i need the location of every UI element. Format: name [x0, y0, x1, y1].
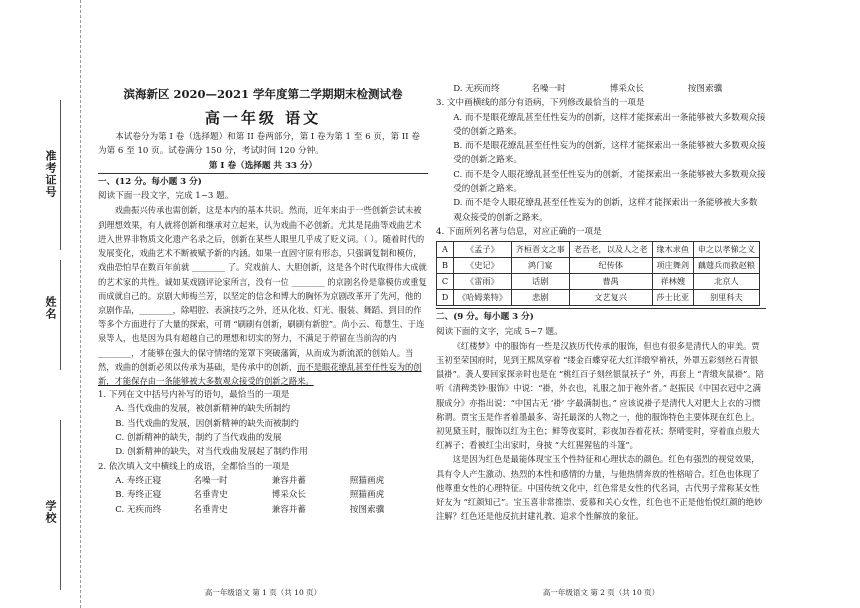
q2-a-4: 照猫画虎 — [349, 475, 385, 486]
q1-option-d: D. 创新精神的缺失，对当代戏曲发展起了制约作用 — [115, 447, 308, 458]
q2-a-1: A. 寿终正寝 — [115, 475, 162, 486]
table-cell: 别里科夫 — [693, 290, 759, 306]
school-label: 学校 — [44, 500, 57, 524]
q2-c-4: 按图索骥 — [349, 504, 385, 515]
right-column — [436, 0, 766, 608]
q2-b-3: 博采众长 — [271, 490, 306, 501]
q2-c-1: C. 无疾而终 — [115, 504, 162, 515]
reading-prompt: 阅读下面一段文字，完成 1~3 题。 — [98, 191, 234, 202]
passage-text — [98, 203, 428, 388]
q3-option-d: D. 而不是令人眼花缭乱甚至任性妄为的创新，这样才能探索出一条能够被大多数观众接受的创新之路来。 — [453, 198, 758, 223]
q2-d-3: 博采众长 — [609, 84, 644, 94]
table-cell: 纪传体 — [569, 258, 652, 274]
table-cell: 悲剧 — [511, 290, 569, 306]
passage2-para2: 这是因为红色是最能体现宝玉个性特征和心理状态的颜色。红色有强烈的视觉效果，具有令人产生激动、热烈的本性和感情的力量，与他热情奔放的性格暗合。红色也体现了他尊重女性的心理特征。中国传统文化中，红色常是女性的代名词，古代男子常称某女性好友为 “红颜知己”。宝玉喜非常推崇、爱慕和关心女性，红色也不正是他怡悦红颜的绝妙注解？红色还是他反抗封建礼教、追求个性解放的象征。 — [436, 454, 763, 522]
table-cell: 缘木求鱼 — [652, 242, 693, 258]
table-cell: D — [437, 290, 454, 306]
q1-option-b: B. 当代戏曲的发展，因创新精神的缺失而被制约 — [115, 418, 299, 429]
table-row — [437, 242, 760, 258]
school-line — [60, 420, 61, 590]
part1-heading: 第 I 卷（选择题 共 33 分） — [208, 160, 318, 171]
q2-a-2: 名噪一时 — [193, 475, 228, 486]
table-cell: 藕蔻兵而救赵粮 — [693, 258, 759, 274]
left-page-footer: 高一年级语文 第 1 页（共 10 页） — [204, 587, 322, 597]
fold-line — [80, 0, 81, 608]
q2-option-d — [436, 82, 766, 96]
section1-heading: 一、(12 分。每小题 3 分) — [98, 173, 428, 189]
table-cell: 鸿门宴 — [511, 258, 569, 274]
table-cell: 《史记》 — [454, 258, 512, 274]
q2-d-4: 按图索骥 — [687, 84, 723, 94]
q1-option-a: A. 当代戏曲的发展，被创新精神的缺失所制约 — [115, 404, 291, 415]
table-row — [437, 258, 760, 274]
exam-number-label: 准考证号 — [44, 150, 57, 198]
table-cell: 老吾老，以及人之老 — [569, 242, 652, 258]
table-cell: 祥林嫂 — [652, 274, 693, 290]
table-cell: 文艺复兴 — [569, 290, 652, 306]
name-line — [60, 260, 61, 370]
table-cell: 北京人 — [693, 274, 759, 290]
q2-b-4: 照猫画虎 — [349, 490, 385, 501]
q1-option-c: C. 创新精神的缺失，制约了当代戏曲的发展 — [115, 433, 282, 444]
question-4: 4. 下面所列名著与信息，对应正确的一项是 — [436, 226, 602, 237]
exam-subtitle: 高一年级 语文 — [204, 109, 322, 127]
question-3: 3. 文中画横线的部分有语病，下列修改最恰当的一项是 — [436, 98, 645, 109]
q2-c-2: 名垂青史 — [193, 504, 228, 515]
table-row — [437, 274, 760, 290]
passage-underlined: 而不是眼花缭乱甚至任性妄为的创新，才能保存由一条能够被大多数观众接受的创新之路来。 — [98, 361, 422, 386]
table-cell: 曹禺 — [569, 274, 652, 290]
table-cell: C — [437, 274, 454, 290]
table-cell: 齐桓晋文之事 — [511, 242, 569, 258]
q2-b-2: 名垂青史 — [193, 490, 228, 501]
q2-c-3: 兼容并蓄 — [271, 504, 306, 515]
table-cell: 《雷雨》 — [454, 274, 512, 290]
q3-option-c: C. 而不是令人眼花缭乱甚至任性妄为的创新，才能探索出一条能够被大多数观众接受的创新之路来。 — [453, 169, 766, 195]
table-cell: 项庄舞剑 — [652, 258, 693, 274]
reading-prompt-2: 阅读下面的文字，完成 5~7 题。 — [436, 326, 563, 337]
left-column — [98, 0, 428, 608]
table-cell: 申之以孝悌之义 — [693, 242, 759, 258]
table-cell: 《哈姆莱特》 — [454, 290, 512, 306]
table-cell: A — [437, 242, 454, 258]
q2-a-3: 兼容并蓄 — [271, 475, 306, 486]
passage2-para1: 《红楼梦》中的服饰有一些是汉族历代传承的服饰，但也有很多是清代人的审美。贾玉初至荣国府时，见到王熙凤穿着 “缕金百蝶穿花大红洋缎窄褃袄，外罩五彩刻丝石青银鼠褂”。袭人要回家探亲时也是在 “桃红百子刻丝银鼠袄子” 外，再套上 “青缎灰鼠褂”。陪听《清稗类钞·服饰》中说：“褂，外衣也，礼服之加于袍外者。” 赵振民《中国衣冠中之满服成分》亦指出说：“中国古无 ‘褂’ 字最满制也。” 应该说褂子是清代人对肥大上衣的习惯称谓。贾宝玉是作者着墨最多、寄托最深的人物之一，他的服饰特色主要体现在红色上。初见黛玉时，服饰以红为主色；鲜等夜宴时，彩夜加吞着花袄；祭晴雯时，穿着血点般大红裤子；看被红尘出家时，身披 “大红猩猩毡的斗篷”。 — [436, 340, 764, 451]
q3-option-b: B. 而不是眼花缭乱甚至任性妄为的创新，这样才能探索出一条能够被大多数观众接受的创新之路来。 — [453, 141, 766, 166]
table-cell: 《孟子》 — [454, 242, 512, 258]
question-1: 1. 下列在文中括号内补写的语句，最恰当的一项是 — [98, 390, 290, 401]
q2-b-1: B. 寿终正寝 — [115, 490, 162, 501]
exam-number-line — [60, 100, 61, 250]
table-row — [437, 290, 760, 306]
table-cell: 莎士比亚 — [652, 290, 693, 306]
question-2: 2. 依次填入文中横线上的成语，全都恰当的一项是 — [98, 461, 290, 472]
q2-option-c — [98, 503, 428, 517]
q4-table — [436, 241, 760, 306]
section2-heading: 二、(9 分。每小题 3 分) — [436, 308, 766, 324]
q2-d-2: 名噪一时 — [531, 84, 566, 94]
name-label: 姓名 — [44, 296, 57, 320]
q3-option-a: A. 而不是眼花缭乱甚至任性妄为的创新，这样才能探索出一条能够被大多数观众接受的创新之路来。 — [453, 112, 766, 137]
q2-option-a — [98, 474, 428, 488]
passage-body: 戏曲振兴传承也需创新，这是本内的基本共识。然而，近年来由于一些创新尝试未被到理想效果，有人就将创新和继承对立起来，认为戏曲不必创新。尤其是昆曲等戏曲艺术进入世界非物质文化遗产名录之后，创新在某些人眼里几乎成了贬义词。（ ）。随着时代的发展变化，戏曲艺术不断被赋予新的内涵。如果一直固守原有形态，只强调复制和模仿，戏曲恐怕早在数百年前就 ________ 了。究戏前人、大胆创新，这是各个时代取得伟大成就的艺术家的共性。诚如某戏剧评论家所言，没有一位 ________ 的京剧名伶是靠模仿或重复而成就自己的。京剧大师梅兰芳，以坚定的信念和博大的胸怀为京剧改革开了先河，他的京剧作品，________，除唱腔、表演技巧之外，还从化妆、灯光、服装、舞蹈、到目的作等多个方面进行了大量的探索，可谓 “刷刷有创新，刷刷有新腔”。尚小云、荀慧生、于连泉等人，也是因为具有超越自己的理想和切实的努力，不满足于停留在当前沟的内 ________，才能够在强大的保守情绪的笼罩下突破藩篱，从而成为新流派的创始人。当然，戏曲的创新必须以传承为基础，是传承中的创新， — [98, 205, 427, 372]
q2-d-1: D. 无疾而终 — [453, 84, 500, 94]
table-cell: 话剧 — [511, 274, 569, 290]
q2-option-b — [98, 488, 428, 502]
table-cell: B — [437, 258, 454, 274]
right-page-footer: 高一年级语文 第 2 页（共 10 页） — [542, 587, 660, 597]
exam-title: 滨海新区 2020—2021 学年度第二学期期末检测试卷 — [123, 87, 403, 101]
exam-intro: 本试卷分为第 I 卷（选择题）和第 II 卷两部分，第 I 卷为第 1 至 6 页，第 II 卷为第 6 至 10 页。试卷满分 150 分，考试时间 120 分钟。 — [98, 132, 420, 157]
